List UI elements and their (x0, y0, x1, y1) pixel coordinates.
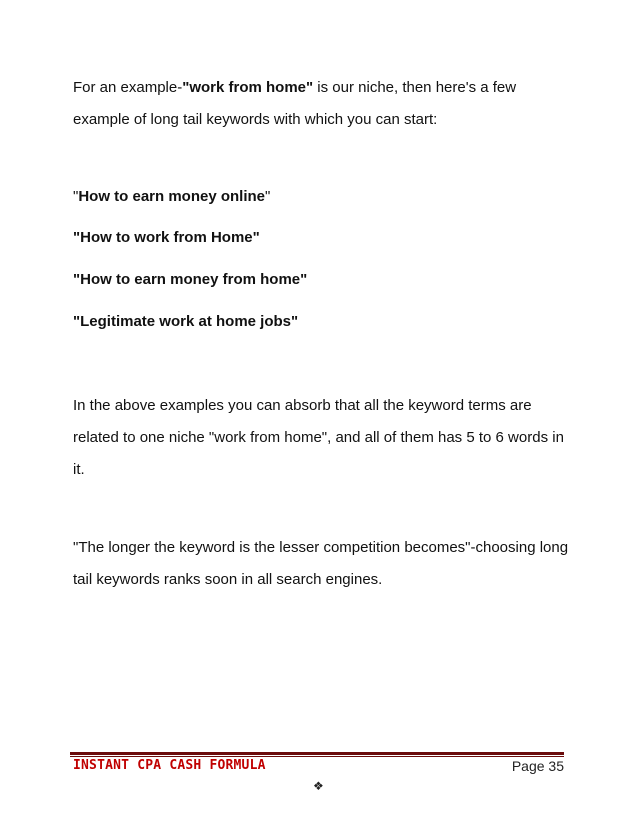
diamond-ornament-icon: ❖ (313, 779, 324, 793)
keyword-quote-open: " (73, 229, 81, 246)
keyword-quote-close: " (265, 188, 271, 205)
keyword-quote-open: " (73, 313, 81, 330)
keyword-text: How to work from Home (80, 229, 253, 246)
footer-book-title: INSTANT CPA CASH FORMULA (73, 758, 266, 773)
keyword-quote-close: " (300, 271, 308, 288)
keyword-line-4 (73, 313, 298, 330)
footer-divider-thick (70, 752, 564, 755)
keyword-quote-open: " (73, 188, 79, 205)
keyword-text: How to earn money online (78, 188, 266, 205)
keyword-line-2 (73, 229, 260, 246)
keyword-quote-close: " (291, 313, 299, 330)
footer-divider-thin (70, 756, 564, 757)
intro-suffix: is our niche, then here's a few example of long tail keywords with which you can start: (73, 79, 517, 128)
intro-paragraph (73, 72, 573, 136)
intro-niche-bold: "work from home" (182, 79, 314, 96)
keyword-quote-open: " (73, 271, 81, 288)
intro-prefix: For an example- (73, 79, 183, 96)
examples-paragraph: In the above examples you can absorb that all the keyword terms are related to one niche "work from home", and all of them has 5 to 6 words in it. (73, 397, 564, 478)
keyword-line-1 (73, 188, 270, 205)
keyword-line-3 (73, 271, 307, 288)
footer-page-number: Page 35 (511, 758, 564, 774)
conclusion-paragraph: "The longer the keyword is the lesser competition becomes"-choosing long tail keywords ranks soon in all search engines. (73, 539, 569, 588)
keyword-text: How to earn money from home (80, 271, 301, 288)
keyword-quote-close: " (252, 229, 260, 246)
keyword-text: Legitimate work at home jobs (80, 313, 291, 330)
